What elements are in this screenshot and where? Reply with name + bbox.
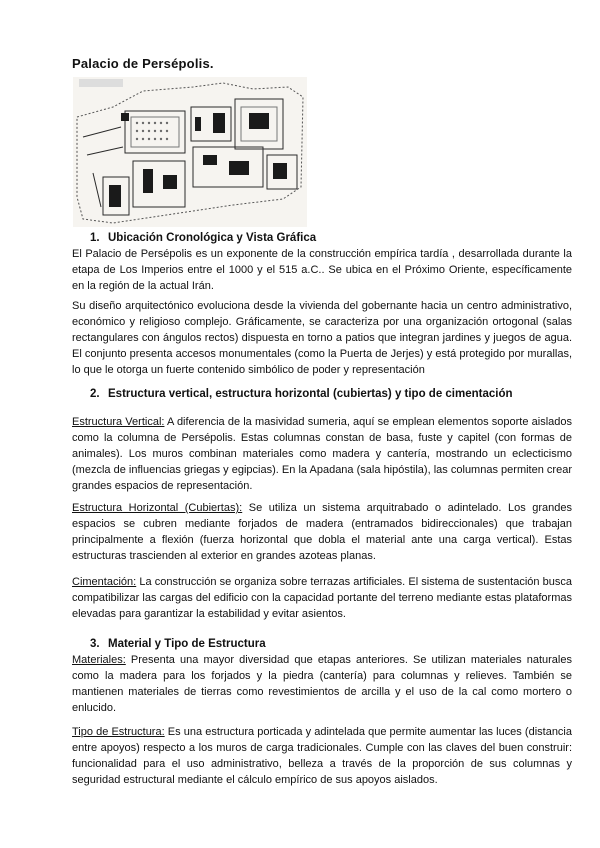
section-2-paragraph-vertical: Estructura Vertical: A diferencia de la masividad sumeria, aquí se emplean elementos soporte aislados como la columna de Persépolis. Estas columnas constan de basa, fuste y capitel (con formas de animales). Los muros combinan materiales como madera y cantería, mostrando un eclecticismo (mezcla de influencias griegas y egipcias). En la Apadana (sala hipóstila), las columnas permiten crear grandes espacios de representación. [72,416,572,492]
label-cimentacion: Cimentación: [72,576,137,588]
section-3-heading: 3. Material y Tipo de Estructura [90,638,266,650]
label-estructura-horizontal: Estructura Horizontal (Cubiertas): [72,502,243,514]
section-3-paragraph-materiales: Materiales: Presenta una mayor diversidad que etapas anteriores. Se utilizan materiales naturales como la madera para los forjados y la piedra (cantería) para columnas y relieves. También se mantienen materiales de tierras como revestimientos de arcilla y el uso de la cal como mortero o enlucido. [72,654,572,714]
section-2-heading: 2. Estructura vertical, estructura horizontal (cubiertas) y tipo de cimentación [90,388,513,400]
site-plan-drawing [73,77,307,227]
section-3-paragraph-tipo: Tipo de Estructura: Es una estructura porticada y adintelada que permite aumentar las luces (distancia entre apoyos) respecto a los muros de carga tradicionales. Cumple con las claves del buen construir: funcionalidad para el uso administrativo, belleza a través de la proporción de sus columnas y seguridad estructural mediante el cálculo empírico de sus apoyos aislados. [72,726,572,786]
label-tipo-estructura: Tipo de Estructura: [72,726,165,738]
page-title: Palacio de Persépolis. [72,56,214,71]
section-1-paragraph-2: Su diseño arquitectónico evoluciona desde la vivienda del gobernante hacia un centro administrativo, económico y religioso complejo. Gráficamente, se caracteriza por una organización ortogonal (salas rectangulares con ángulos rectos) dispuesta en torno a patios que integran jardines y juegos de agua. El conjunto presenta accesos monumentales (como la Puerta de Jerjes) y está protegido por murallas, lo que le otorga un fuerte contenido simbólico de poder y representación [72,300,572,376]
section-2-paragraph-cimentacion: Cimentación: La construcción se organiza sobre terrazas artificiales. El sistema de sustentación busca compatibilizar las cargas del edificio con la capacidad portante del terreno mediante estas plataformas elevadas para garantizar la estabilidad y evitar asientos. [72,576,572,620]
label-estructura-vertical: Estructura Vertical: [72,416,165,428]
site-plan-figure [73,77,307,227]
label-materiales: Materiales: [72,654,126,666]
section-1-heading: 1. Ubicación Cronológica y Vista Gráfica [90,232,317,244]
section-2-paragraph-horizontal: Estructura Horizontal (Cubiertas): Se utiliza un sistema arquitrabado o adintelado. Los grandes espacios se cubren mediante forjados de madera (entramados bidireccionales) que trabajan principalmente a flexión (fuerza horizontal que dobla el material ante una carga vertical). Estas estructuras trascienden al exterior en grandes azoteas planas. [72,502,572,562]
section-1-paragraph-1: El Palacio de Persépolis es un exponente de la construcción empírica tardía , desarrollada durante la etapa de Los Imperios entre el 1000 y el 515 a.C.. Se ubica en el Próximo Oriente, específicamente en la región de la actual Irán. [72,248,572,292]
